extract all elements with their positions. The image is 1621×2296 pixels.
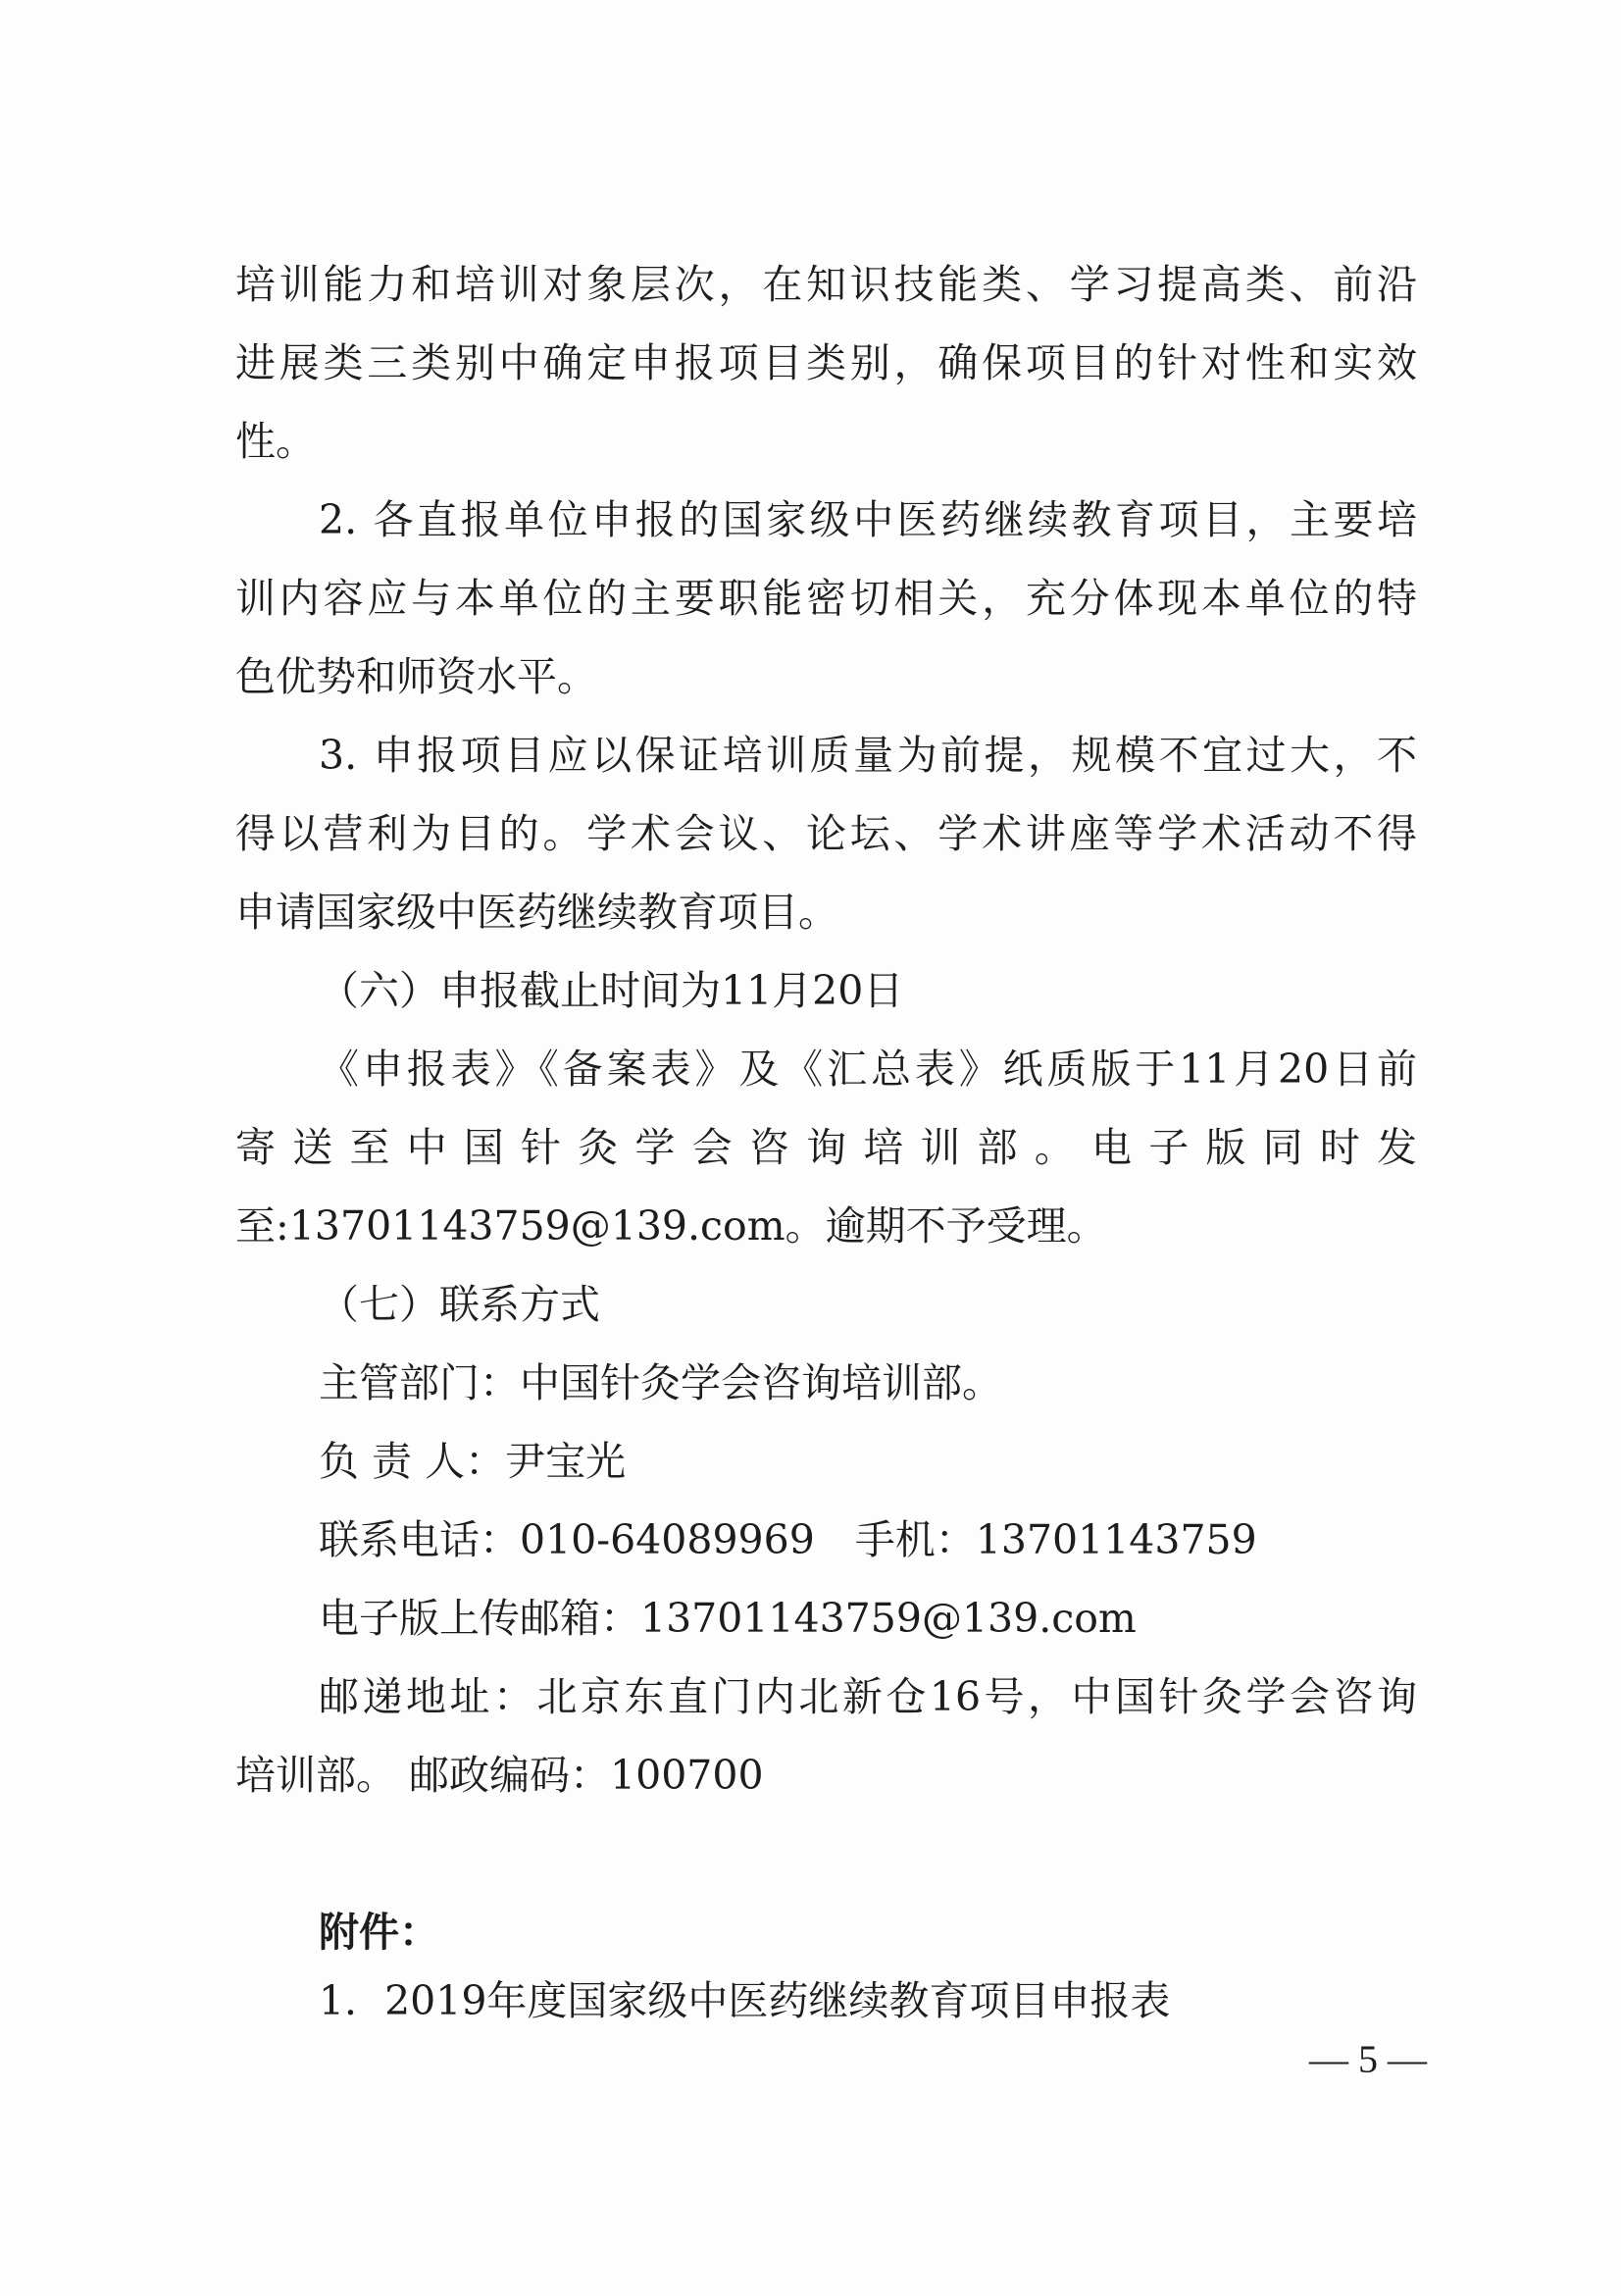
section-heading: （六）申报截止时间为11月20日 [319, 967, 904, 1014]
contact-address: 邮递地址：北京东直门内北新仓16号，中国针灸学会咨询 [319, 1673, 1417, 1720]
paragraph-line: 训内容应与本单位的主要职能密切相关，充分体现本单位的特 [235, 575, 1417, 622]
page-number: — 5 — [1309, 2037, 1427, 2081]
contact-postcode: 培训部。 邮政编码：100700 [235, 1752, 764, 1799]
section-heading: （七）联系方式 [319, 1281, 600, 1328]
paragraph-line: 寄送至中国针灸学会咨询培训部。电子版同时发 [235, 1124, 1417, 1171]
paragraph-line: 至:13701143759@139.com。逾期不予受理。 [235, 1202, 1107, 1250]
paragraph-line: 2. 各直报单位申报的国家级中医药继续教育项目，主要培 [319, 496, 1417, 543]
contact-department: 主管部门：中国针灸学会咨询培训部。 [319, 1359, 1002, 1406]
contact-phone: 联系电话：010-64089969 手机：13701143759 [319, 1516, 1257, 1563]
paragraph-line: 性。 [235, 418, 316, 465]
contact-email: 电子版上传邮箱：13701143759@139.com [319, 1595, 1137, 1642]
paragraph-line: 3. 申报项目应以保证培训质量为前提，规模不宜过大，不 [319, 732, 1417, 779]
paragraph-line: 得以营利为目的。学术会议、论坛、学术讲座等学术活动不得 [235, 810, 1417, 857]
paragraph-line: 色优势和师资水平。 [235, 653, 597, 700]
attachments-heading: 附件： [319, 1909, 439, 1956]
paragraph-line: 培训能力和培训对象层次，在知识技能类、学习提高类、前沿 [235, 261, 1417, 308]
paragraph-line: 《申报表》《备案表》及《汇总表》纸质版于11月20日前 [319, 1046, 1417, 1093]
paragraph-line: 申请国家级中医药继续教育项目。 [235, 889, 838, 936]
attachment-item: 1．2019年度国家级中医药继续教育项目申报表 [319, 1977, 1171, 2024]
contact-person: 负 责 人：尹宝光 [319, 1438, 627, 1485]
paragraph-line: 进展类三类别中确定申报项目类别，确保项目的针对性和实效 [235, 339, 1417, 386]
